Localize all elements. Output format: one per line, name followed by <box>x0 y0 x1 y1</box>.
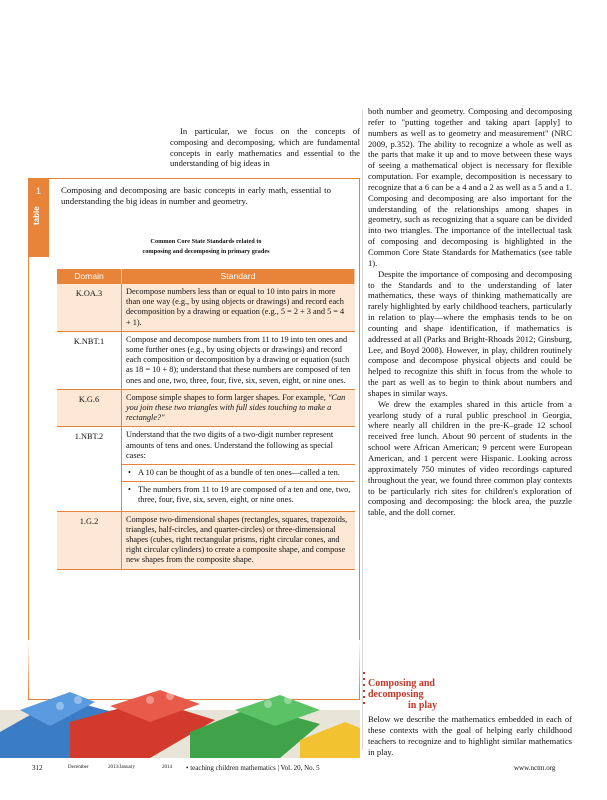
table-row <box>57 284 355 331</box>
row-standard <box>122 389 355 427</box>
subcase-divider <box>122 464 355 478</box>
body-paragraph: both number and geometry. Composing and decomposing refer to "putting together and taking apart [apply] to numbers as well as to geometry and measurement" (NRC 2009, p.352). The ability to recognize a whole as well as the parts that make it up and to move between these ways of seeing a mathematical object is necessary for flexible computation. For example, decomposition is necessary to recognize that a 6 can be a 4 and a 2 as well as a 5 and a 1. Composing and decomposing are also important for the understanding of the relationships among shapes in geometry, such as recognizing that a square can be divided into two triangles. The importance of the intellectual task of composing and decomposing is highlighted in the Common Core State Standards for Mathematics (see table 1). <box>368 106 572 268</box>
table-row <box>57 389 355 427</box>
right-column <box>368 106 572 518</box>
table-side-tab <box>29 179 49 257</box>
table-1 <box>28 178 360 700</box>
footer-issue: 2013/January <box>108 765 135 770</box>
table-row <box>57 427 355 511</box>
section-heading-line3: in play <box>408 700 438 711</box>
table-subcaption <box>81 237 331 257</box>
table-subcaption-line2: composing and decomposing in primary grades <box>142 248 270 255</box>
header-domain: Domain <box>57 269 122 284</box>
table-caption: Composing and decomposing are basic concepts in early math, essential to understanding the big ideas in number and geometry. <box>61 185 331 206</box>
row-code: 1.NBT.2 <box>57 427 122 511</box>
row-standard: Compose and decompose numbers from 11 to 19 into ten ones and some further ones (e.g., by using objects or drawings) and record each composition or decomposition by a drawing or equation (such as 18 = 10 + 8); understand that these numbers are composed of ten ones and one, two, three, four, five, six, seven, eight, or nine ones. <box>122 331 355 389</box>
bullet-item: • A 10 can be thought of as a bundle of ten ones—called a ten. <box>126 468 351 478</box>
footer-year: 2014 <box>162 765 172 770</box>
blocks-photo <box>0 640 360 758</box>
row-code: K.G.6 <box>57 389 122 427</box>
table-number: 1 <box>36 186 42 196</box>
toy-blocks-image <box>0 640 360 758</box>
section-heading <box>368 678 488 711</box>
bullet-item: • The numbers from 11 to 19 are composed of a ten and one, two, three, four, five, six, seven, eight, or nine ones. <box>126 485 351 505</box>
footer-url: www.nctm.org <box>514 764 556 772</box>
table-subcaption-line1: Common Core State Standards related to <box>150 238 262 245</box>
footer-page-number: 312 <box>32 764 43 772</box>
row-standard: Compose two-dimensional shapes (rectangles, squares, trapezoids, triangles, half-circles, and quarter-circles) or three-dimensional shapes (cubes, right rectangular prisms, right circular cones, and right circular cylinders) to create a composite shape, and compose new shapes from the composite shape. <box>122 511 355 569</box>
row-code: K.OA.3 <box>57 284 122 331</box>
dotted-strip-decoration <box>362 670 366 720</box>
header-standard: Standard <box>122 269 355 284</box>
row-standard-text: Understand that the two digits of a two-digit number represent amounts of tens and ones. Understand the following as special cases: <box>126 430 334 460</box>
section-body: Below we describe the mathematics embedded in each of these contexts with the goal of helping early childhood teachers to recognize and to highlight similar mathematics in play. <box>368 714 572 757</box>
table-row <box>57 331 355 389</box>
row-code: 1.G.2 <box>57 511 122 569</box>
section-heading-line1: Composing and <box>368 678 435 689</box>
row-standard-example: "Can you join these two triangles with full sides touching to make a rectangle?" <box>126 392 346 423</box>
intro-paragraph: In particular, we focus on the concepts of composing and decomposing, which are fundamental concepts in early mathematics and essential to the understanding of big ideas in <box>170 126 360 169</box>
standards-table <box>57 269 355 570</box>
table-side-label: table <box>32 206 41 225</box>
row-standard: Decompose numbers less than or equal to 10 into pairs in more than one way (e.g., by using objects or drawings) and record each decomposition by a drawing or equation (e.g., 5 = 2 + 3 and 5 = 4 + 1). <box>122 284 355 331</box>
body-paragraph: We drew the examples shared in this article from a yearlong study of a rural public preschool in Georgia, where nearly all children in the pre-K–grade 12 school received free lunch. About 90 percent of students in the school were African American; 9 percent were European American, and 1 percent were Hispanic. Looking across approximately 750 minutes of video recordings captured throughout the year, we found three common play contexts to be particularly rich sites for children's exploration of composing and decomposing: the block area, the puzzle table, and the doll corner. <box>368 398 572 518</box>
row-code: K.NBT.1 <box>57 331 122 389</box>
body-paragraph: Despite the importance of composing and decomposing to the Standards and to the understanding of later mathematics, these ways of thinking mathematically are rarely highlighted by early childhood teachers, particularly in relation to play—where the emphasis tends to be on counting and shape identification, if mathematics is addressed at all (Parks and Bright-Rhoads 2012; Ginsburg, Lee, and Boyd 2008). However, in play, children routinely compose and decompose physical objects and could be helped to recognize this shift in focus from the whole to the part as well as to begin to think about numbers and shapes in similar ways. <box>368 268 572 398</box>
footer-journal: • teaching children mathematics | Vol. 20, No. 5 <box>186 764 320 772</box>
row-standard-text: Compose simple shapes to form larger shapes. For example, <box>126 392 328 402</box>
row-standard <box>122 427 355 511</box>
subcase-divider <box>122 481 355 505</box>
column-divider <box>362 110 363 750</box>
table-row <box>57 511 355 569</box>
footer-month: December <box>68 765 89 770</box>
section-heading-line2: decomposing <box>368 689 424 700</box>
